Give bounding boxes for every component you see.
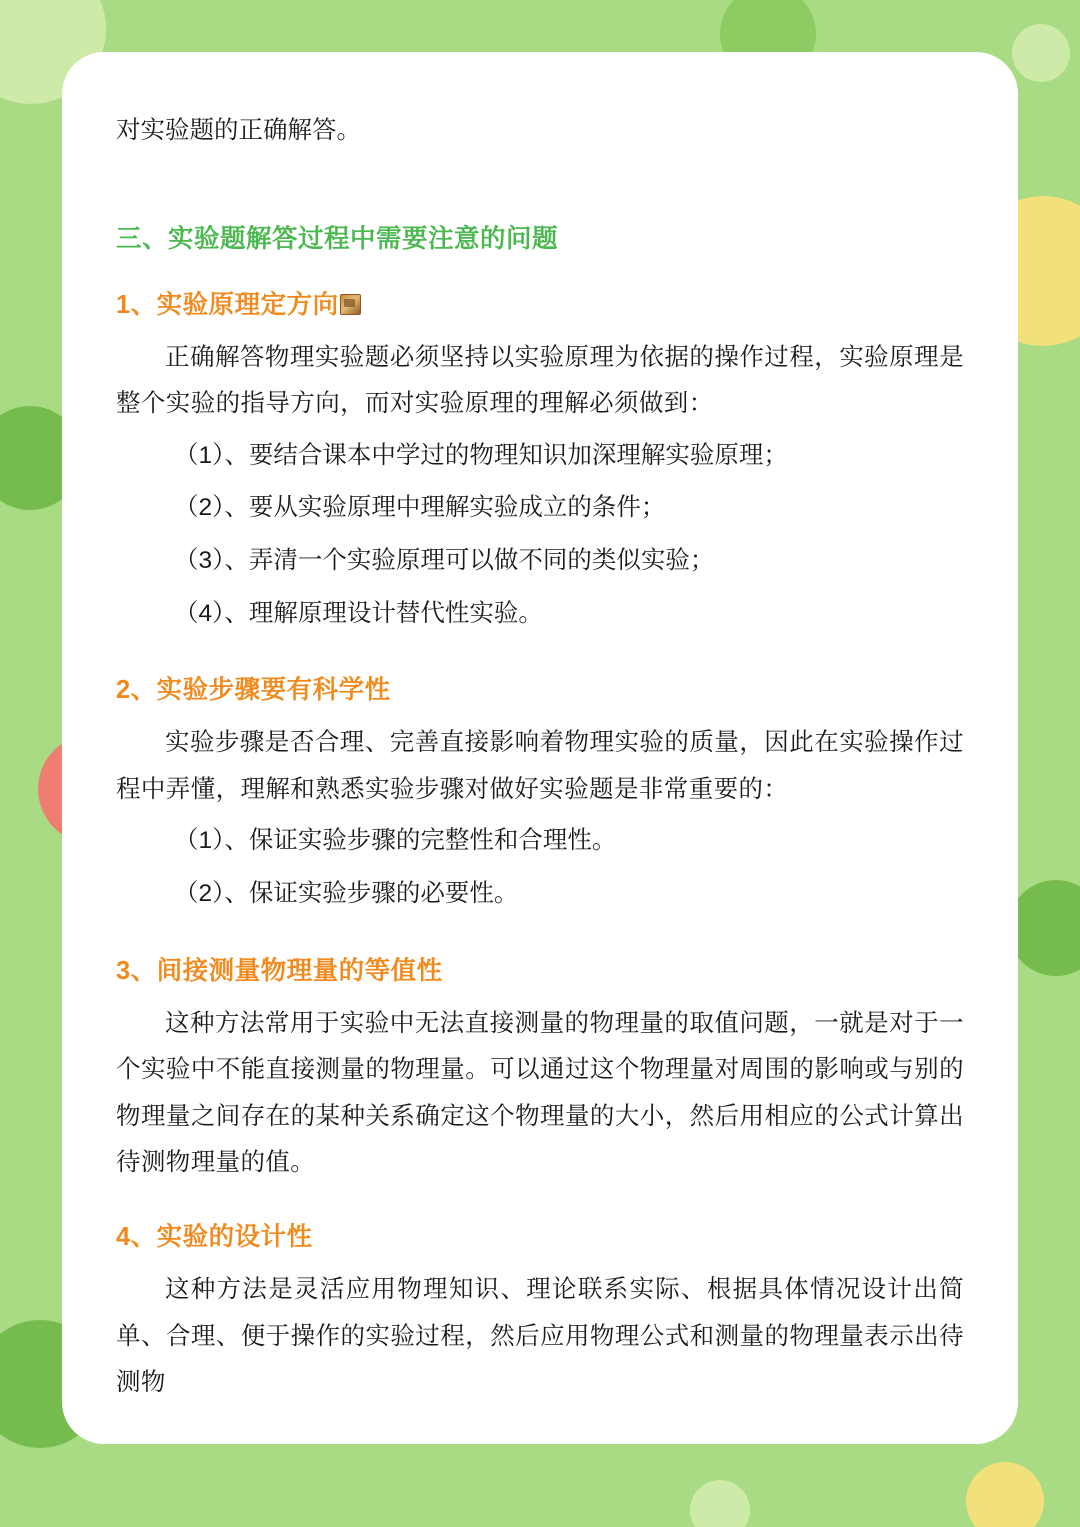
decorative-circle-right-green — [1008, 880, 1080, 976]
list-item: （4）、理解原理设计替代性实验。 — [174, 599, 543, 627]
list-item: （1）、保证实验步骤的完整性和合理性。 — [174, 827, 617, 855]
decorative-circle-top-right — [1012, 24, 1070, 82]
list-item: （2）、要从实验原理中理解实验成立的条件； — [174, 494, 666, 522]
sub-heading-1-label: 1、实验原理定方向 — [116, 290, 339, 319]
sub-heading-1 — [116, 285, 964, 321]
list-item: （1）、要结合课本中学过的物理知识加深理解实验原理； — [174, 441, 788, 469]
sub-heading-2: 2、实验步骤要有科学性 — [116, 676, 391, 705]
sub-heading-3: 3、间接测量物理量的等值性 — [116, 956, 443, 985]
list-item: （3）、弄清一个实验原理可以做不同的类似实验； — [174, 546, 715, 574]
section-item-1 — [116, 285, 964, 641]
list-item: （2）、保证实验步骤的必要性。 — [174, 880, 519, 908]
section-item-4 — [116, 1217, 964, 1407]
top-text-fragment: 对实验题的正确解答。 — [116, 117, 361, 144]
paragraph-4: 这种方法是灵活应用物理知识、理论联系实际、根据具体情况设计出简单、合理、便于操作的实验过程，然后应用物理公式和测量的物理量表示出待测物 — [116, 1275, 964, 1397]
content-card — [62, 52, 1018, 1444]
decorative-circle-bottom-yellow — [966, 1462, 1044, 1527]
paragraph-2: 实验步骤是否合理、完善直接影响着物理实验的质量，因此在实验操作过程中弄懂，理解和熟悉实验步骤对做好实验题是非常重要的： — [116, 729, 964, 803]
sub-heading-4: 4、实验的设计性 — [116, 1222, 313, 1251]
image-placeholder-icon — [340, 294, 361, 315]
decorative-circle-bottom-mid — [690, 1480, 750, 1527]
section-item-3 — [116, 951, 964, 1187]
section-heading: 三、实验题解答过程中需要注意的问题 — [116, 224, 559, 253]
paragraph-1: 正确解答物理实验题必须坚持以实验原理为依据的操作过程，实验原理是整个实验的指导方向，而对实验原理的理解必须做到： — [116, 343, 964, 418]
paragraph-3: 这种方法常用于实验中无法直接测量的物理量的取值问题，一就是对于一个实验中不能直接测量的物理量。可以通过这个物理量对周围的影响或与别的物理量之间存在的某种关系确定这个物理量的大小，然后用相应的公式计算出待测物理量的值。 — [116, 1009, 964, 1177]
section-item-2 — [116, 670, 964, 920]
